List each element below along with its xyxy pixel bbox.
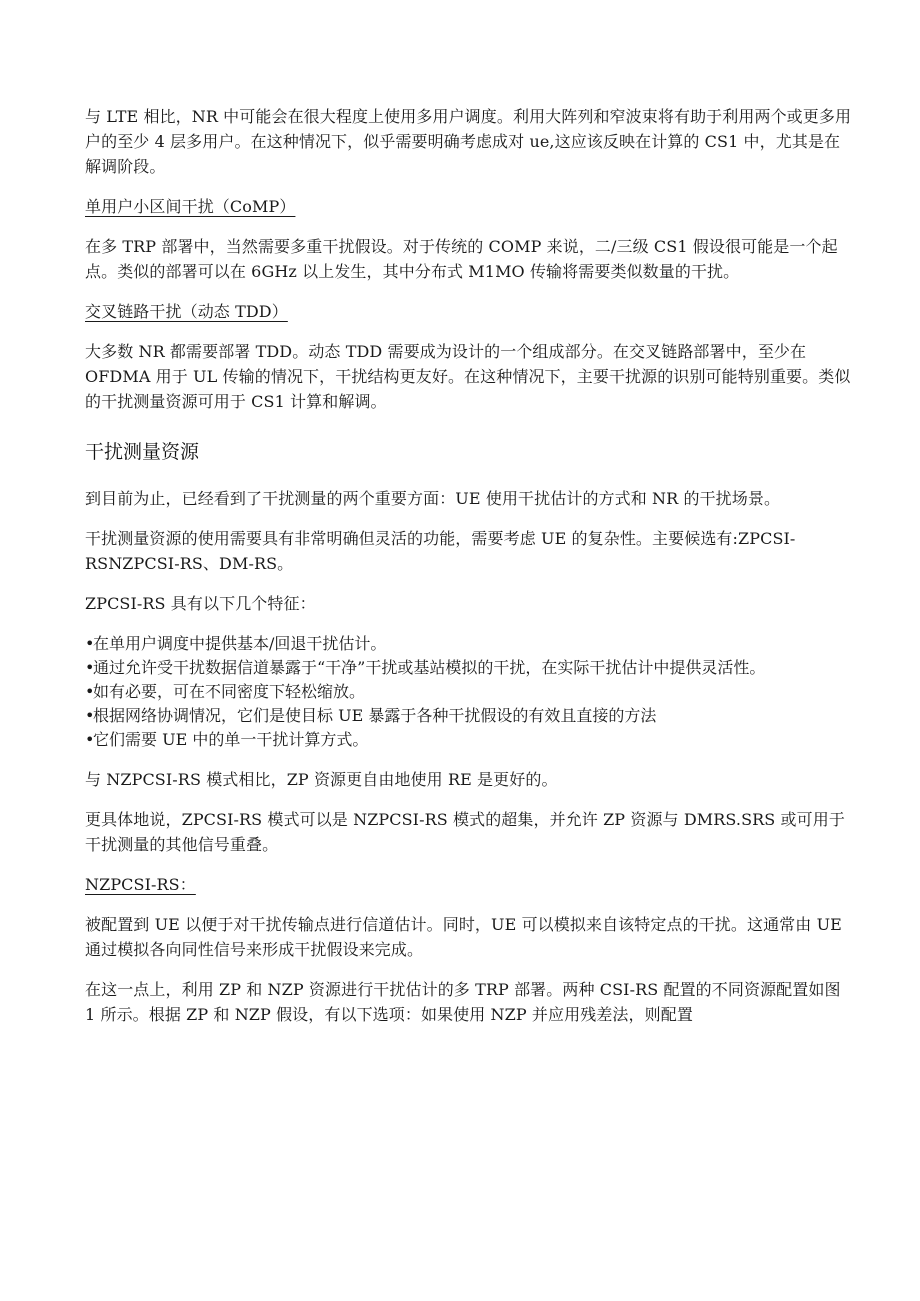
list-item: •通过允许受干扰数据信道暴露于“干净”干扰或基站模拟的干扰，在实际干扰估计中提供灵活性。	[85, 656, 855, 680]
subheading-comp	[85, 194, 855, 219]
section-title: 干扰测量资源	[85, 441, 200, 463]
list-item: •它们需要 UE 中的单一干扰计算方式。	[85, 728, 855, 752]
bullet-dot: •	[85, 682, 95, 701]
list-item: •在单用户调度中提供基本/回退干扰估计。	[85, 632, 855, 656]
subheading-nzpcsi-text: NZPCSI-RS：	[85, 875, 196, 894]
document-page	[85, 104, 855, 1027]
paragraph-candidates: 干扰测量资源的使用需要具有非常明确但灵活的功能，需要考虑 UE 的复杂性。主要候选有:ZPCSI-RSNZPCSI-RS、DM-RS。	[85, 529, 796, 573]
paragraph-mu-mimo: 与 LTE 相比，NR 中可能会在很大程度上使用多用户调度。利用大阵列和窄波束将有助于利用两个或更多用户的至少 4 层多用户。在这种情况下，似乎需要明确考虑成对 ue,这应该反映在计算的 CS1 中，尤其是在解调阶段。	[85, 107, 852, 176]
paragraph-tdd: 大多数 NR 都需要部署 TDD。动态 TDD 需要成为设计的一个组成部分。在交叉链路部署中，至少在 OFDMA 用于 UL 传输的情况下，干扰结构更友好。在这种情况下，主要干扰源的识别可能特别重要。类似的干扰测量资源可用于 CS1 计算和解调。	[85, 342, 851, 411]
paragraph-comp: 在多 TRP 部署中，当然需要多重干扰假设。对于传统的 COMP 来说，二/三级 CS1 假设很可能是一个起点。类似的部署可以在 6GHz 以上发生，其中分布式 M1MO 传输将需要类似数量的干扰。	[85, 237, 838, 281]
bullet-dot: •	[85, 706, 95, 725]
subheading-comp-text: 单用户小区间干扰（CoMP）	[85, 197, 296, 216]
subheading-tdd	[85, 299, 855, 324]
list-item: •根据网络协调情况，它们是使目标 UE 暴露于各种干扰假设的有效且直接的方法	[85, 704, 855, 728]
paragraph-nzp-config: 被配置到 UE 以便于对干扰传输点进行信道估计。同时，UE 可以模拟来自该特定点的干扰。这通常由 UE 通过模拟各向同性信号来形成干扰假设来完成。	[85, 915, 842, 959]
paragraph-aspects: 到目前为止，已经看到了干扰测量的两个重要方面：UE 使用干扰估计的方式和 NR 的干扰场景。	[85, 489, 781, 508]
list-item: •如有必要，可在不同密度下轻松缩放。	[85, 680, 855, 704]
bullet-dot: •	[85, 730, 95, 749]
feature-list	[85, 632, 855, 752]
subheading-nzpcsi	[85, 872, 855, 897]
bullet-dot: •	[85, 634, 95, 653]
paragraph-zp-vs-nzp: 与 NZPCSI-RS 模式相比，ZP 资源更自由地使用 RE 是更好的。	[85, 770, 558, 789]
paragraph-zpcsi-features: ZPCSI-RS 具有以下几个特征：	[85, 594, 316, 613]
paragraph-superset: 更具体地说，ZPCSI-RS 模式可以是 NZPCSI-RS 模式的超集，并允许 ZP 资源与 DMRS.SRS 或可用于干扰测量的其他信号重叠。	[85, 810, 845, 854]
bullet-dot: •	[85, 658, 95, 677]
subheading-tdd-text: 交叉链路干扰（动态 TDD）	[85, 302, 288, 321]
paragraph-multi-trp: 在这一点上，利用 ZP 和 NZP 资源进行干扰估计的多 TRP 部署。两种 CSI-RS 配置的不同资源配置如图 1 所示。根据 ZP 和 NZP 假设，有以下选项：如果使用 NZP 并应用残差法，则配置	[85, 980, 841, 1024]
